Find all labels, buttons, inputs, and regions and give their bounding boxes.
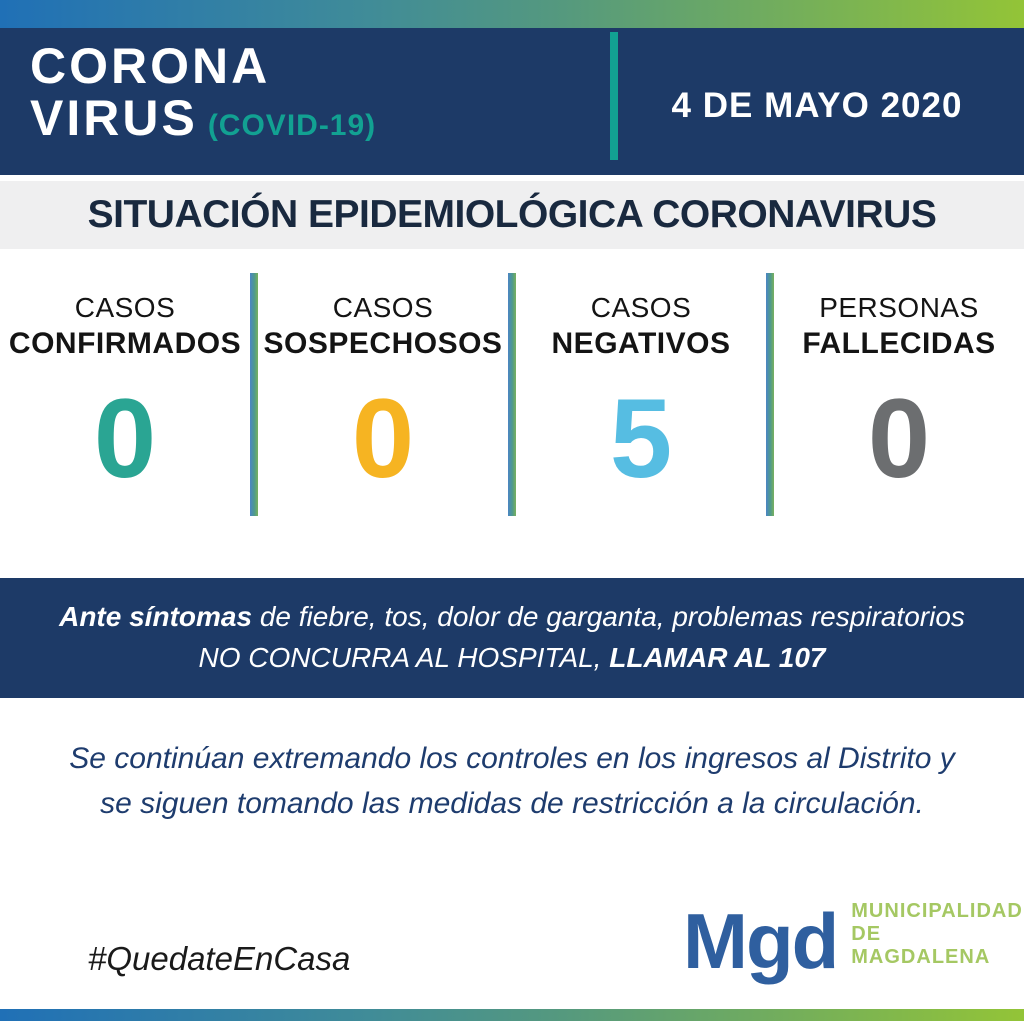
stat-label-top: CASOS xyxy=(590,292,692,323)
municipality-name: MUNICIPALIDAD DE MAGDALENA xyxy=(851,899,1023,968)
mgd-logo-text: Mgd xyxy=(683,897,838,985)
info-line-1: Se continúan extremando los controles en los ingresos al Distrito y xyxy=(69,742,955,775)
top-gradient-bar xyxy=(0,0,1024,28)
report-date: 4 DE MAYO 2020 xyxy=(671,86,963,125)
stat-label xyxy=(258,292,508,361)
symptoms-alert-band xyxy=(0,578,1024,698)
stat-divider xyxy=(766,273,774,516)
brand-line-corona: CORONA xyxy=(30,38,271,94)
brand-title xyxy=(30,40,376,152)
stat-negative-cases xyxy=(516,262,766,562)
stat-value-suspected: 0 xyxy=(351,376,415,501)
stat-label-top: PERSONAS xyxy=(819,292,979,323)
alert-line-1: Ante síntomas de fiebre, tos, dolor de garganta, problemas respiratorios xyxy=(59,601,965,633)
stat-label xyxy=(516,292,766,361)
info-line-2: se siguen tomando las medidas de restricción a la circulación. xyxy=(100,787,924,820)
stat-label xyxy=(0,292,250,361)
stat-divider xyxy=(250,273,258,516)
stat-label xyxy=(774,292,1024,361)
stat-label-bottom: SOSPECHOSOS xyxy=(263,327,503,360)
hashtag-quedate-en-casa: #QuedateEnCasa xyxy=(88,940,351,977)
stat-suspected-cases xyxy=(258,262,508,562)
stat-label-top: CASOS xyxy=(332,292,434,323)
stat-value-negative: 5 xyxy=(609,376,673,501)
title-band xyxy=(0,181,1024,249)
stat-label-bottom: NEGATIVOS xyxy=(551,327,731,360)
info-paragraph xyxy=(0,736,1024,826)
bottom-gradient-bar xyxy=(0,1009,1024,1021)
stat-value-deceased: 0 xyxy=(867,376,931,501)
page-title: SITUACIÓN EPIDEMIOLÓGICA CORONAVIRUS xyxy=(87,193,937,236)
stat-label-bottom: FALLECIDAS xyxy=(802,327,996,360)
stat-label-bottom: CONFIRMADOS xyxy=(8,327,242,360)
stat-confirmed-cases xyxy=(0,262,250,562)
stat-deceased-persons xyxy=(774,262,1024,562)
stats-section xyxy=(0,262,1024,562)
header-divider xyxy=(610,32,618,160)
stat-value-confirmed: 0 xyxy=(93,376,157,501)
municipality-logo xyxy=(683,897,1024,985)
alert-line-2: NO CONCURRA AL HOSPITAL, LLAMAR AL 107 xyxy=(198,642,826,673)
covid19-label: (COVID-19) xyxy=(207,109,377,142)
header-band xyxy=(0,28,1024,175)
stat-label-top: CASOS xyxy=(74,292,176,323)
stat-divider xyxy=(508,273,516,516)
brand-line-virus: VIRUS (COVID-19) xyxy=(30,90,377,146)
